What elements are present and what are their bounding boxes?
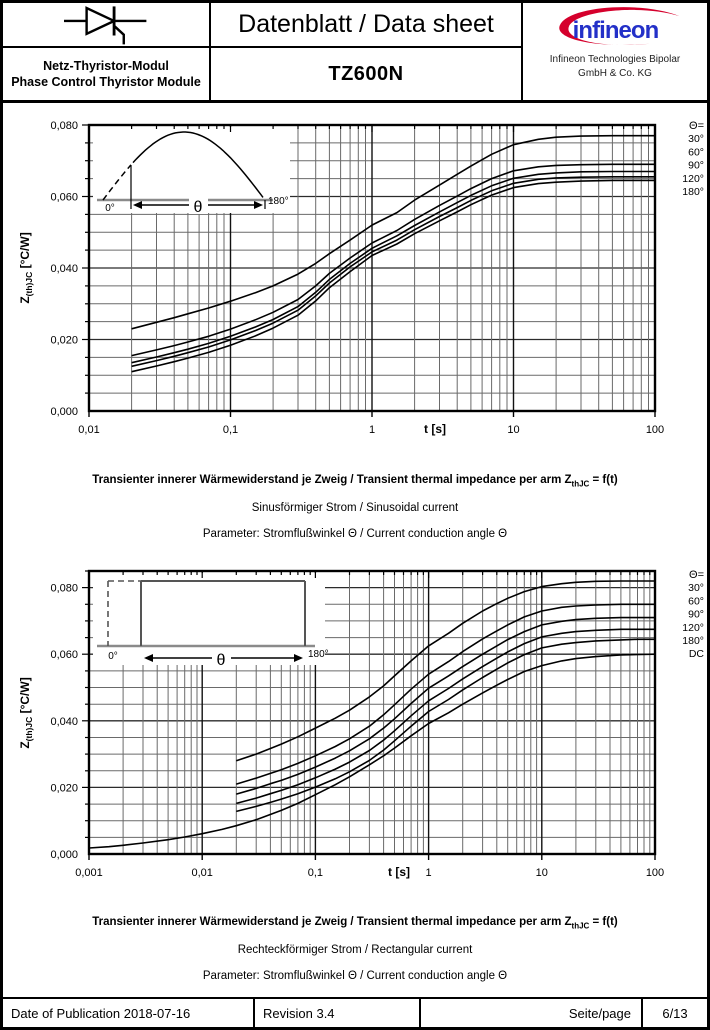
svg-text:1: 1: [368, 424, 376, 436]
rectangular-impedance-chart: [3, 559, 707, 899]
chart1-caption-post: = f(t): [589, 473, 618, 486]
svg-text:180°: 180°: [268, 196, 289, 207]
chart1-svg: [3, 103, 707, 455]
svg-text:1: 1: [425, 867, 432, 879]
svg-text:Θ=: Θ=: [689, 120, 704, 132]
svg-text:0,040: 0,040: [50, 263, 78, 275]
legend: [682, 120, 704, 198]
curve-180°: [236, 639, 655, 811]
header-right-cell: [523, 3, 707, 100]
chart1-parameter: Parameter: Stromflußwinkel Θ / Current conduction angle Θ: [202, 528, 508, 541]
inset-half-sine: [93, 127, 290, 216]
svg-text:Θ=: Θ=: [689, 569, 704, 581]
inset-rectangular: [93, 573, 329, 669]
company-line2: GmbH & Co. KG: [578, 68, 652, 79]
page-label: Seite/page: [421, 999, 643, 1027]
svg-text:0,060: 0,060: [50, 649, 78, 662]
svg-text:30°: 30°: [688, 133, 704, 146]
header-left-cell: [3, 3, 211, 100]
caption-block-rectangular: [3, 899, 707, 999]
svg-text:0,020: 0,020: [50, 782, 78, 795]
svg-text:0,01: 0,01: [78, 424, 100, 436]
caption-block-sinusoidal: [3, 455, 707, 559]
svg-text:0,000: 0,000: [50, 406, 78, 418]
doc-title: Datenblatt / Data sheet: [211, 3, 521, 48]
y-axis-title: $Z_{(th)JC}$ [°C/W]: [18, 232, 34, 304]
chart2-caption-post: = f(t): [589, 915, 618, 928]
svg-text:0,040: 0,040: [50, 715, 78, 728]
svg-text:t [s]: t [s]: [424, 422, 446, 436]
svg-text:0,080: 0,080: [50, 582, 78, 595]
svg-text:0,020: 0,020: [50, 334, 78, 347]
svg-text:0,001: 0,001: [75, 867, 103, 879]
curve-DC: [89, 654, 655, 848]
chart2-svg: [3, 559, 707, 899]
legend: [682, 569, 704, 660]
svg-text:θ: θ: [193, 199, 203, 216]
svg-text:180°: 180°: [682, 635, 704, 647]
chart2-caption: [92, 916, 618, 930]
svg-text:60°: 60°: [688, 595, 704, 608]
chart2-caption-pre: Transienter innerer Wärmewiderstand je Zweig / Transient thermal impedance per arm Z: [92, 915, 572, 928]
page-number: 6/13: [662, 1005, 688, 1021]
svg-text:θ: θ: [216, 652, 226, 669]
revision: Revision 3.4: [255, 999, 421, 1027]
svg-text:DC: DC: [688, 648, 704, 661]
footer: [3, 997, 707, 1027]
infineon-logo-icon: [539, 3, 691, 53]
svg-text:60°: 60°: [688, 146, 704, 159]
header-middle-cell: [211, 3, 523, 100]
svg-text:100: 100: [645, 867, 665, 879]
svg-text:0,060: 0,060: [50, 191, 78, 204]
svg-text:0°: 0°: [105, 203, 115, 214]
chart1-caption-sub: thJC: [571, 479, 590, 489]
company-line1: Infineon Technologies Bipolar: [549, 54, 681, 65]
svg-text:0,080: 0,080: [50, 120, 78, 132]
product-family-de: Netz-Thyristor-Modul: [43, 58, 169, 73]
svg-text:90°: 90°: [688, 608, 704, 621]
company-name: [550, 53, 680, 81]
infineon-logo-svg: [539, 6, 691, 52]
chart2-parameter: Parameter: Stromflußwinkel Θ / Current conduction angle Θ: [202, 970, 508, 983]
product-family: [3, 48, 209, 100]
svg-text:0°: 0°: [108, 651, 118, 662]
header: [3, 3, 707, 103]
sinusoidal-impedance-chart: [3, 103, 707, 455]
publication-date: Date of Publication 2018-07-16: [3, 999, 255, 1027]
svg-text:0,1: 0,1: [307, 867, 324, 879]
y-axis-title: $Z_{(th)JC}$ [°C/W]: [18, 677, 34, 749]
chart1-caption-pre: Transienter innerer Wärmewiderstand je Zweig / Transient thermal impedance per arm Z: [92, 473, 572, 486]
svg-text:10: 10: [507, 424, 520, 436]
svg-text:100: 100: [645, 424, 665, 436]
svg-text:t [s]: t [s]: [388, 865, 410, 879]
svg-text:120°: 120°: [682, 621, 704, 634]
chart2-caption-sub: thJC: [571, 921, 590, 931]
svg-text:0,01: 0,01: [191, 867, 213, 879]
chart1-caption: [92, 474, 618, 488]
logo-wordmark: infineon: [572, 17, 659, 45]
svg-text:0,000: 0,000: [50, 849, 78, 861]
svg-text:10: 10: [535, 867, 548, 879]
svg-text:180°: 180°: [308, 649, 329, 660]
svg-text:90°: 90°: [688, 159, 704, 172]
product-family-en: Phase Control Thyristor Module: [11, 75, 201, 89]
part-number: TZ600N: [328, 62, 404, 85]
header-symbol-cell: [3, 3, 209, 48]
svg-text:30°: 30°: [688, 582, 704, 595]
chart2-subtitle: Rechteckförmiger Strom / Rectangular current: [237, 944, 473, 957]
svg-text:0,1: 0,1: [222, 424, 239, 436]
svg-text:180°: 180°: [682, 186, 704, 198]
thyristor-symbol-icon: [50, 4, 162, 46]
chart1-subtitle: Sinusförmiger Strom / Sinusoidal current: [251, 502, 459, 515]
svg-text:120°: 120°: [682, 172, 704, 185]
